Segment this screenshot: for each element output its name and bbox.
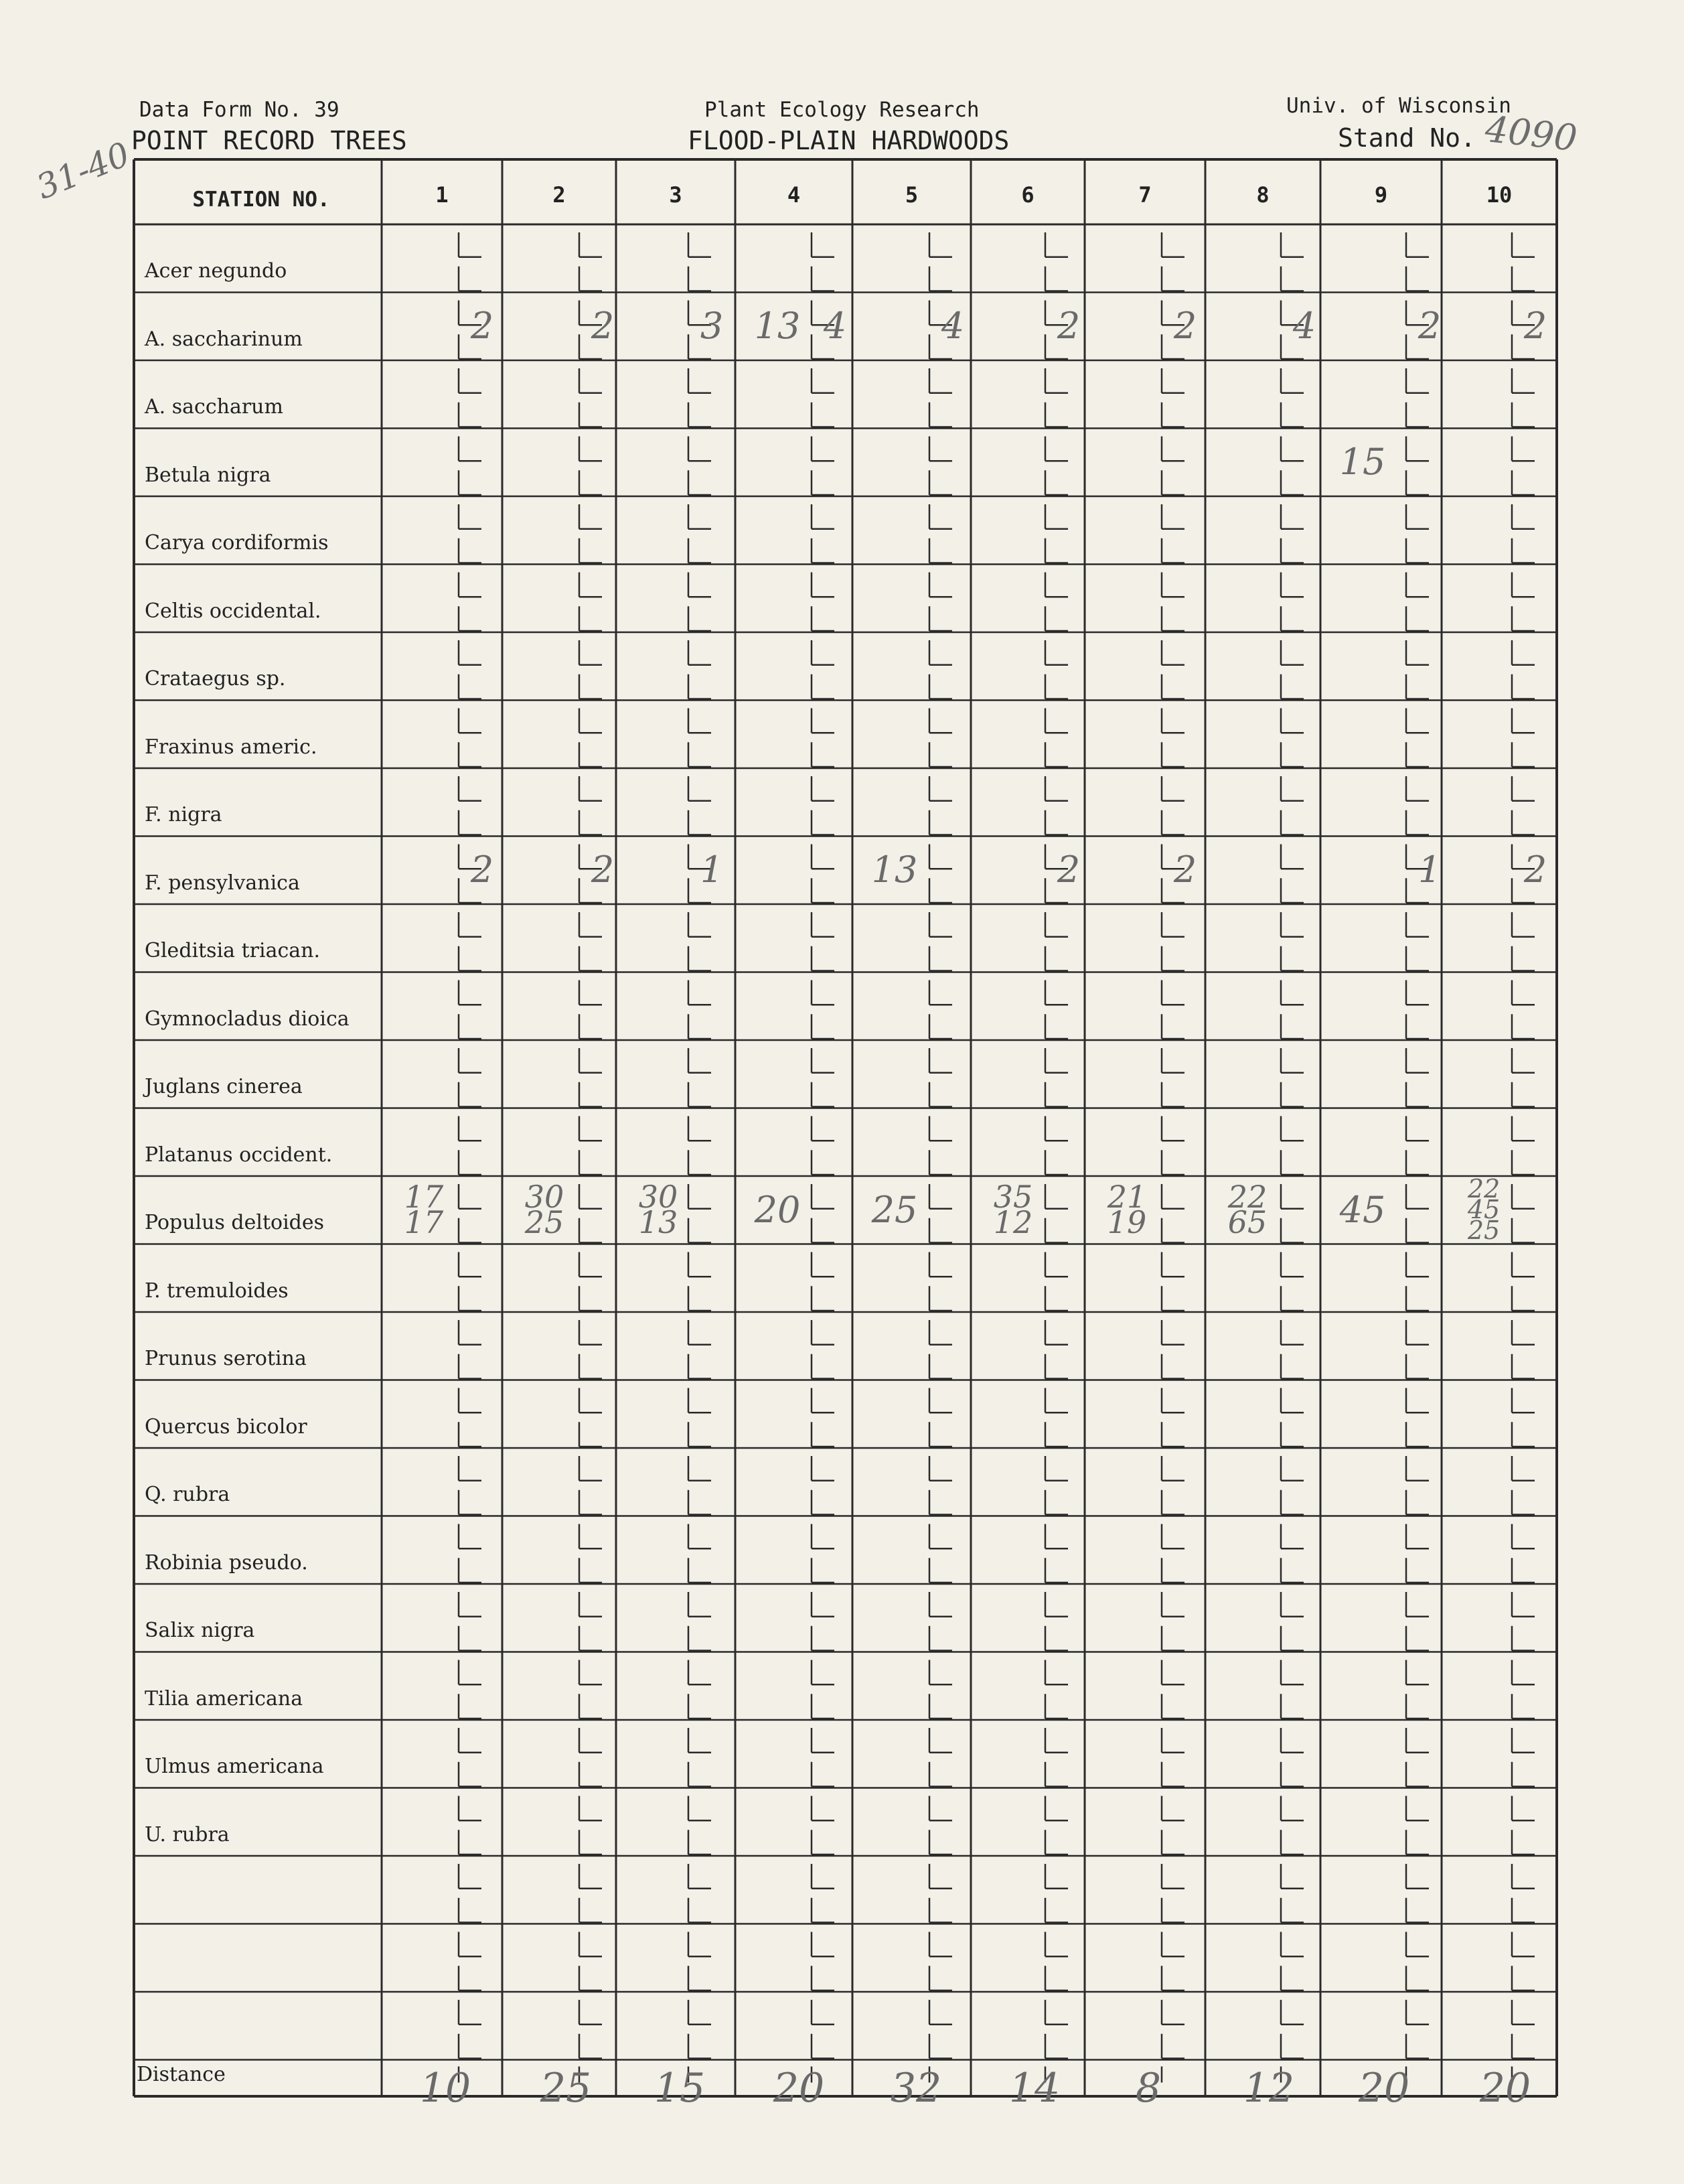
station-number-10: 10: [1486, 182, 1513, 208]
station-number-2: 2: [552, 182, 566, 208]
species-label: Betula nigra: [145, 463, 271, 487]
record-type-title: POINT RECORD TREES: [131, 126, 407, 155]
species-label: Juglans cinerea: [145, 1075, 303, 1098]
project-title: Plant Ecology Research: [704, 98, 980, 122]
institution-name: Univ. of Wisconsin: [1286, 94, 1511, 118]
species-label: Platanus occident.: [145, 1143, 333, 1167]
tally-entry: 17 17: [404, 1179, 444, 1240]
tally-entry: 13: [871, 849, 918, 891]
margin-note: 31-40: [31, 135, 135, 207]
species-label: Carya cordiformis: [145, 531, 329, 555]
tally-entry: 2: [591, 849, 615, 891]
species-label: F. nigra: [145, 803, 222, 826]
distance-value: 20: [773, 2064, 825, 2112]
distance-value: 14: [1008, 2064, 1061, 2112]
tally-entry: 30 25: [524, 1179, 564, 1240]
distance-label: Distance: [137, 2063, 226, 2086]
species-label: U. rubra: [145, 1822, 230, 1846]
species-label: Tilia americana: [145, 1686, 303, 1710]
tally-entry: 45: [1339, 1188, 1386, 1231]
species-label: Populus deltoides: [145, 1211, 325, 1234]
tally-entry: 4: [1292, 305, 1316, 348]
species-label: Crataegus sp.: [145, 667, 286, 690]
distance-value: 20: [1479, 2064, 1531, 2112]
distance-value: 15: [654, 2064, 706, 2112]
station-number-7: 7: [1138, 182, 1152, 208]
tally-entry: 2: [470, 849, 494, 891]
species-label: Ulmus americana: [145, 1755, 324, 1778]
station-number-6: 6: [1021, 182, 1035, 208]
distance-value: 8: [1135, 2064, 1162, 2112]
distance-value: 12: [1243, 2064, 1295, 2112]
tally-entry: 1: [700, 849, 724, 891]
tally-entry: 35 12: [993, 1179, 1033, 1240]
community-title: FLOOD-PLAIN HARDWOODS: [688, 126, 1010, 155]
species-label: A. saccharinum: [145, 327, 303, 351]
species-label: Robinia pseudo.: [145, 1550, 308, 1575]
station-number-header: STATION NO.: [192, 188, 330, 212]
species-label: Gleditsia triacan.: [145, 939, 321, 962]
station-number-5: 5: [905, 182, 919, 208]
species-label: Salix nigra: [145, 1619, 255, 1642]
stand-number-label: Stand No.: [1338, 123, 1476, 153]
tally-entry: 1: [1418, 849, 1442, 891]
species-label: P. tremuloides: [145, 1279, 289, 1303]
species-label: Q. rubra: [145, 1483, 230, 1506]
tally-entry: 2: [1173, 305, 1197, 348]
tally-entry: 4: [941, 305, 965, 348]
species-label: Prunus serotina: [145, 1347, 307, 1370]
tally-entry: 4: [823, 305, 847, 348]
tally-entry: 30 13: [638, 1179, 678, 1240]
distance-value: 25: [540, 2064, 592, 2112]
tally-entry: 2: [1523, 849, 1547, 891]
tally-entry: 2: [1057, 849, 1081, 891]
species-label: Gymnocladus dioica: [145, 1007, 350, 1031]
tally-entry: 13: [754, 305, 801, 348]
tally-entry: 15: [1339, 441, 1386, 484]
station-number-3: 3: [669, 182, 682, 208]
species-label: Celtis occidental.: [145, 599, 321, 623]
species-label: A. saccharum: [145, 395, 283, 419]
tally-entry: 25: [871, 1188, 918, 1231]
station-number-1: 1: [435, 182, 449, 208]
tally-entry: 22 65: [1227, 1179, 1268, 1240]
tally-entry: 2: [1057, 305, 1081, 348]
tally-entry: 2: [470, 305, 494, 348]
station-number-4: 4: [787, 182, 801, 208]
stand-number-value: 4090: [1483, 107, 1580, 160]
tally-entry: 2: [1418, 305, 1442, 348]
station-number-8: 8: [1256, 182, 1270, 208]
tally-entry: 2: [591, 305, 615, 348]
distance-value: 32: [890, 2064, 942, 2112]
tally-entry: 2: [1173, 849, 1197, 891]
tally-entry: 21 19: [1107, 1179, 1147, 1240]
species-label: Fraxinus americ.: [145, 735, 317, 759]
form-number: Data Form No. 39: [139, 98, 339, 122]
station-number-9: 9: [1374, 182, 1388, 208]
tally-entry: 22 45 25: [1467, 1174, 1501, 1246]
tally-entry: 20: [754, 1188, 801, 1231]
distance-value: 20: [1358, 2064, 1410, 2112]
distance-value: 10: [419, 2064, 471, 2112]
tally-entry: 2: [1523, 305, 1547, 348]
species-label: Acer negundo: [145, 259, 287, 283]
species-label: F. pensylvanica: [145, 871, 300, 895]
species-label: Quercus bicolor: [145, 1414, 307, 1439]
tally-entry: 3: [700, 305, 724, 348]
